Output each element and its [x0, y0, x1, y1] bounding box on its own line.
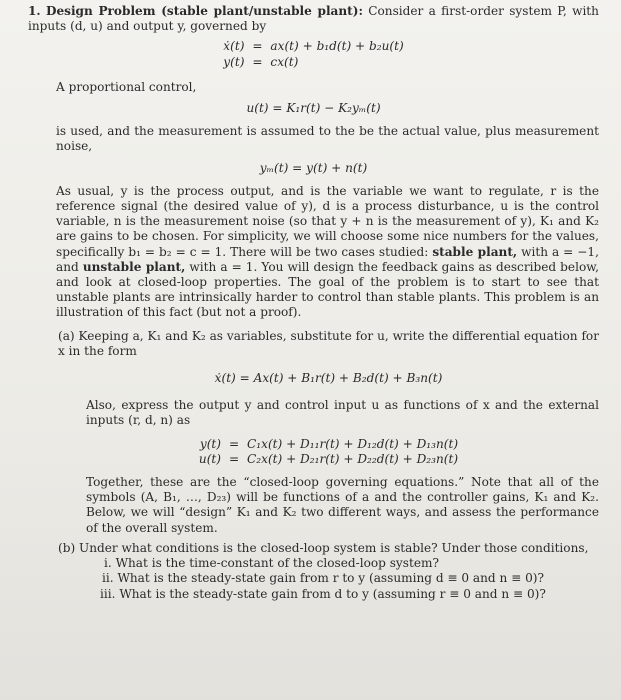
part-a-label: (a) [58, 328, 75, 343]
stable-plant-label: stable plant, [432, 244, 518, 259]
output-eq-1-rhs: C₁x(t) + D₁₁r(t) + D₁₂d(t) + D₁₃n(t) [247, 436, 459, 451]
output-eq-2-rhs: C₂x(t) + D₂₁r(t) + D₂₂d(t) + D₂₃n(t) [247, 451, 459, 466]
part-b-text: Under what conditions is the closed-loop system is stable? Under those conditions, [79, 540, 589, 555]
problem-header [28, 4, 599, 34]
plant-eq-1-rel: = [252, 39, 263, 54]
output-eq-2-lhs: u(t) [198, 451, 222, 466]
problem-intro: Consider a first-order system P, with inputs (d, u) and output y, governed by [28, 4, 599, 34]
part-a-question [58, 329, 599, 359]
closed-loop-form-equation: ẋ(t) = Ax(t) + B₁r(t) + B₂d(t) + B₃n(t) [214, 371, 443, 386]
plant-equations [28, 39, 599, 69]
part-b-item-1-text: What is the time-constant of the closed-loop system? [115, 556, 439, 571]
output-equations [58, 437, 599, 467]
noise-equation: yₘ(t) = y(t) + n(t) [259, 160, 368, 175]
control-lead: A proportional control, [56, 79, 197, 94]
stable-plant-value: with a = −1, and [56, 244, 599, 274]
part-b-item-2 [102, 571, 599, 586]
unstable-plant-label: unstable plant, [82, 259, 186, 274]
part-b-item-2-num: ii. [102, 571, 114, 586]
plant-eq-2-lhs: y(t) [223, 54, 245, 69]
problem-number: 1. [28, 4, 41, 18]
part-a-together: Together, these are the “closed-loop governing equations.” Note that all of the symbols (A, B₁, …, D₂₃) will be functions of a and the controller gains, K₁ and K₂. Below, we will “design” K₁ and K₂ two different ways, and assess the performance of the overall system. [86, 475, 599, 535]
output-eq-2-rel: = [228, 451, 240, 466]
part-b-item-1 [104, 556, 599, 571]
part-b-question [58, 541, 599, 556]
part-a-text: Keeping a, K₁ and K₂ as variables, substitute for u, write the differential equation for x in the form [58, 328, 599, 358]
part-b-item-3-text: What is the steady-state gain from d to y (assuming r ≡ 0 and n ≡ 0)? [119, 586, 546, 601]
body-text-a: As usual, y is the process output, and is the variable we want to regulate, r is the reference signal (the desired value of y), d is a process disturbance, u is the control variable, n is the measurement noise (so that y + n is the measurement of y), K₁ and K₂ are gains to be chosen. For simplicity, we will choose some nice numbers for the values, specifically b₁ = b₂ = c = 1. There will be two cases studied: [56, 183, 599, 259]
control-equation: u(t) = K₁r(t) − K₂yₘ(t) [246, 101, 381, 116]
plant-eq-1-lhs: ẋ(t) [223, 39, 245, 54]
part-b-item-1-num: i. [104, 556, 112, 571]
body-paragraph [56, 184, 599, 321]
part-b-label: (b) [58, 540, 76, 555]
part-a-also: Also, express the output y and control input u as functions of x and the external inputs (r, d, n) as [86, 398, 599, 428]
control-after: is used, and the measurement is assumed to the be the actual value, plus measurement noise, [56, 124, 599, 154]
plant-eq-2-rhs: cx(t) [270, 54, 299, 69]
output-eq-1-lhs: y(t) [199, 436, 222, 451]
problem-title: Design Problem (stable plant/unstable plant): [45, 4, 363, 18]
part-b-item-3 [100, 587, 599, 602]
output-eq-1-rel: = [228, 436, 240, 451]
plant-eq-1-rhs: ax(t) + b₁d(t) + b₂u(t) [270, 39, 404, 54]
plant-eq-2-rel: = [252, 54, 263, 69]
body-text-b: with a = 1. You will design the feedback gains as described below, and look at closed-loop properties. The goal of the problem is to start to see that unstable plants are intrinsically harder to control than stable plants. This problem is an illustration of this fact (but not a proof). [56, 259, 599, 320]
part-b-item-2-text: What is the steady-state gain from r to y (assuming d ≡ 0 and n ≡ 0)? [117, 571, 545, 586]
part-b-item-3-num: iii. [100, 586, 116, 601]
